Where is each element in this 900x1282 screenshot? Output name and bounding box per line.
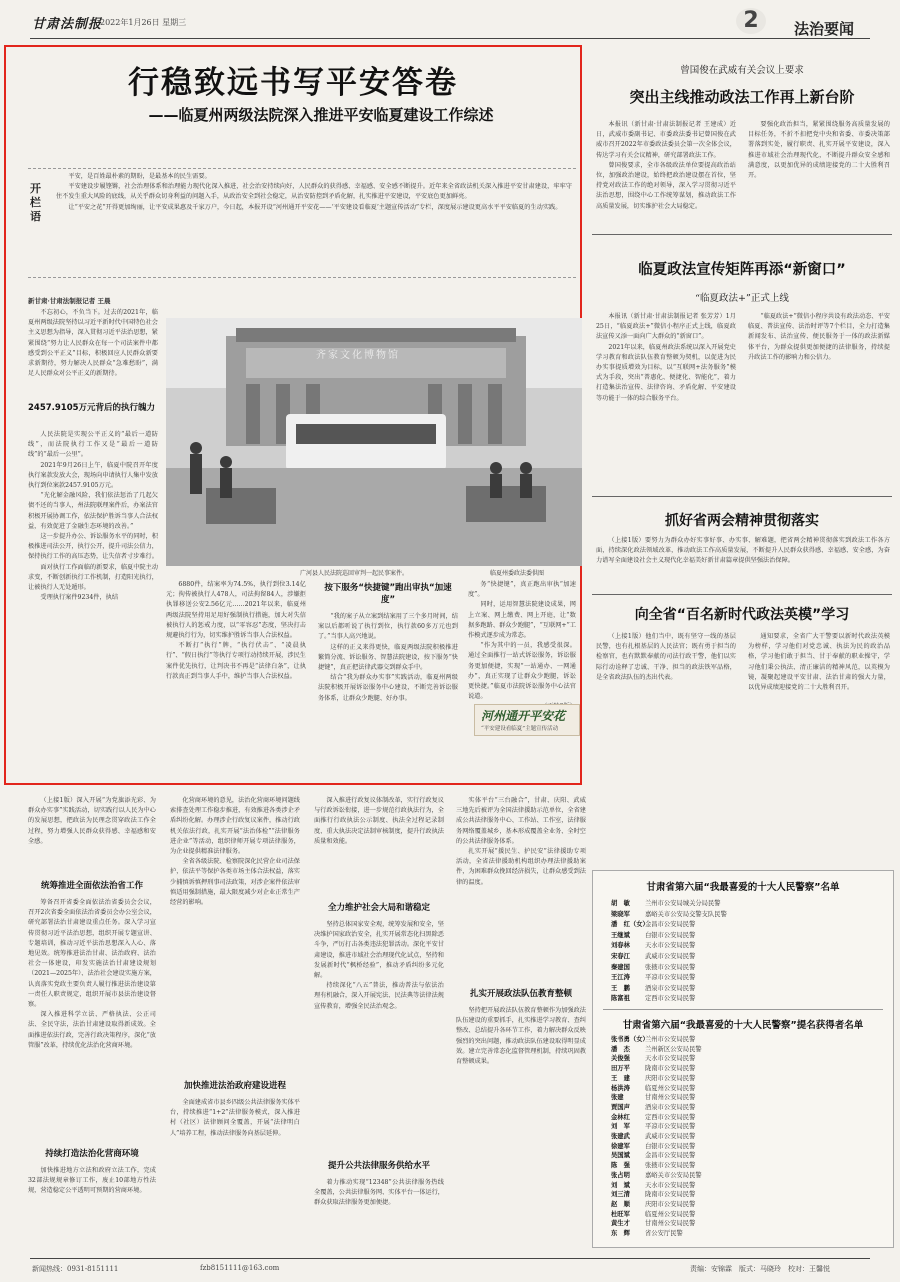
bottom-col1-heading-2: 持续打造法治化营商环境 <box>45 1149 139 1159</box>
body-paragraph: 人民法院是实现公平正义的“最后一道防线”，而法院执行工作又是“最后一道防线”的“最后一公里”。 <box>28 431 158 459</box>
list-item <box>611 994 881 1005</box>
nominee-unit: 张掖市公安局民警 <box>645 1162 696 1170</box>
list-item <box>611 1161 881 1171</box>
banner-subtitle: “平安建设看临夏”主题宣传活动 <box>481 726 559 732</box>
column-intro-text <box>56 172 572 272</box>
nominee-name: 黄生才 <box>611 1220 630 1228</box>
nominee-list-title: 甘肃省第六届“我最喜爱的十大人民警察”提名获得者名单 <box>622 1020 864 1031</box>
page-header <box>0 0 900 40</box>
bottom-col3-body <box>314 920 444 1152</box>
awardee-name: 宋春江 <box>611 952 630 960</box>
nominee-unit: 甘南州公安局民警 <box>645 1094 696 1102</box>
nominee-name: 刘 斌 <box>611 1181 630 1189</box>
nominee-name: 张书勇（女） <box>611 1036 649 1043</box>
nominee-unit: 嘉峪关市公安局民警 <box>645 1171 702 1179</box>
list-item <box>611 1219 881 1229</box>
award-list <box>611 899 881 1005</box>
lead-photo <box>166 318 582 566</box>
museum-sign: 齐家文化博物馆 <box>316 350 400 361</box>
awardee-unit: 白银市公安局民警 <box>645 931 696 939</box>
nominee-unit: 临夏州公安局民警 <box>645 1084 696 1092</box>
nominee-unit: 兰州市公安局民警 <box>645 1036 696 1043</box>
body-paragraph: 持续深化“八五”普法，推动普法与依法治理有机融合，深入开展宪法、民法典等法律法规宣传教育，增强全民法治观念。 <box>314 982 444 1010</box>
awardee-unit: 嘉峪关市公安局交警支队民警 <box>645 910 727 918</box>
body-paragraph: 本报讯（新甘肃·甘肃法制报记者 张芳芳）1月25日，“临夏政法+”微信小程序正式上线，临夏政法宣传又添一面向广大群众的“新窗口”。 <box>596 313 736 341</box>
list-item <box>611 1151 881 1161</box>
bottom-col1-top <box>28 796 156 876</box>
body-paragraph: （上接1版）要努力为群众办好实事好事、办实事、解难题，把省两会精神贯彻落实到政法工作各方面，持续深化政法领域改革，推动政法工作高质量发展，不断提升人民群众获得感、幸福感、安全感，为奋力谱写全面建设社会主义现代化幸福美好新甘肃篇章提供坚强法治保障。 <box>596 537 890 565</box>
list-item <box>611 1113 881 1123</box>
body-paragraph: 坚持总体国家安全观，统筹发展和安全，坚决维护国家政治安全，扎实开展常态化扫黑除恶斗争，严厉打击各类违法犯罪活动。深化平安甘肃建设，推进市域社会治理现代化试点，坚持和发展新时代“枫桥经验”，推动矛盾纠纷多元化解。 <box>314 921 444 980</box>
awardee-name: 刘春林 <box>611 942 630 950</box>
body-paragraph: 6880件，结案率为74.5%，执行到位3.14亿元；拘传被执行人478人，司法拘留84人，涉嫌拒执罪移送公安2.56亿元……2021年以来，临夏州两级法院坚持用足用好强制执行措施，加大对失信被执行人的惩戒力度，以“零容忍”态度，坚决打击规避执行行为，切实维护胜诉当事人合法权益。 <box>166 581 306 640</box>
body-paragraph: 2021年9月26日上午，临夏中院召开年度执行案款发放大会，现场向申请执行人集中发放执行到位案款2457.9105万元。 <box>28 461 158 490</box>
photo-credit: 临夏州委政法委供图 <box>490 570 545 577</box>
body-paragraph: 面对执行工作面临的新要求，临夏中院主动求变，不断创新执行工作机制，打造阳光执行，让被执行人无处遁形。 <box>28 563 158 592</box>
lead-title: 行稳致远书写平安答卷 <box>128 65 458 101</box>
nominee-name: 贾国声 <box>611 1103 630 1111</box>
article1-kicker: 曾国俊在武威有关会议上要求 <box>680 65 804 76</box>
body-paragraph: 全面建成省市县乡四级公共法律服务实体平台，持续推进“1+2”法律服务模式，深入推进村（社区）法律顾问全覆盖，开展“法律明白人”培养工程，推动法律服务向基层延伸。 <box>170 1099 300 1137</box>
divider <box>592 496 892 497</box>
nominee-name: 张占明 <box>611 1171 630 1179</box>
list-item <box>611 1132 881 1142</box>
article1-col1 <box>596 120 736 230</box>
police-award-box <box>592 870 894 1248</box>
column-banner <box>474 704 580 736</box>
body-paragraph: 受理执行案件9234件，执结 <box>40 594 119 602</box>
body-paragraph: 曾国俊要求，全市各级政法单位要提高政治站位，加强政治建设，始终把政治建设摆在首位，坚持党对政法工作的绝对领导，深入学习贯彻习近平法治思想，围绕中心工作统筹谋划，推动政法工作高质量发展，切实维护社会大局稳定。 <box>596 161 736 210</box>
awardee-unit: 张掖市公安局民警 <box>645 963 696 971</box>
body-paragraph: （上接1版）深入开展“为党旗添光彩、为群众办实事”实践活动，切实践行以人民为中心的发展思想，把政法为民理念贯穿政法工作全过程，努力增强人民群众获得感、幸福感和安全感。 <box>28 797 156 845</box>
list-item <box>611 1171 881 1181</box>
awardee-name: 潘 红（女） <box>611 921 649 929</box>
lead-col3-heading: 按下服务“快捷键”跑出审执“加速度” <box>324 583 452 605</box>
list-item <box>611 1181 881 1191</box>
article2-col1 <box>596 312 736 492</box>
nominee-unit: 庆阳市公安局民警 <box>645 1074 696 1082</box>
body-paragraph: （上接1版）他们当中，既有坚守一线的基层民警，也有扎根基层的人民法官；既有勇于担当的检察官，也有默默奉献的司法行政干警，他们以实际行动诠释了忠诚、干净、担当的政法铁军品格，是全省政法队伍的杰出代表。 <box>596 633 736 681</box>
nominee-unit: 金昌市公安局民警 <box>645 1152 696 1160</box>
list-item <box>611 1200 881 1210</box>
article3-body <box>596 536 890 590</box>
lead-col1-top <box>28 308 158 398</box>
nominee-unit: 武威市公安局民警 <box>645 1133 696 1141</box>
bottom-col2-heading: 加快推进法治政府建设进程 <box>183 1081 286 1091</box>
awardee-unit: 金昌市公安局民警 <box>645 921 696 929</box>
body-paragraph: 2021年以来，临夏州政法系统以深入开展党史学习教育和政法队伍教育整顿为契机，以促进为民办实事提质增效为目标，以“互联网+法务服务”模式为手段，突出“普惠化、便捷化、智能化”，着力打造集法治宣传、法律咨询、矛盾化解、平安建设等功能于一体的综合服务平台。 <box>596 343 736 402</box>
page-number: 2 <box>736 8 766 34</box>
awardee-name: 秦建国 <box>611 963 630 971</box>
list-item <box>611 931 881 942</box>
awardee-name: 王 鹏 <box>611 984 630 992</box>
lead-col4-body <box>468 580 576 700</box>
intro-paragraph: 平安，是百姓最朴素的期盼，是最基本的民生需要。 <box>68 173 211 180</box>
masthead-name: 甘肃法制报 <box>32 17 103 32</box>
awardee-name: 陈富祖 <box>611 995 630 1003</box>
nominee-name: 吴国斌 <box>611 1152 630 1160</box>
awardee-name: 胡 敏 <box>611 900 630 907</box>
article2-col2 <box>748 312 890 492</box>
nominee-unit: 天水市公安局民警 <box>645 1181 696 1189</box>
byline: 新甘肃·甘肃法制报记者 王晨 <box>28 297 111 305</box>
body-paragraph: 同时，运用智慧法院建设成果，网上立案、网上缴费、网上开庭，让“数据多跑路、群众少跑腿”，“互联网+”工作模式逐步成为常态。 <box>468 601 576 640</box>
page-footer <box>0 1258 900 1282</box>
nominee-unit: 临夏州公安局民警 <box>645 1210 696 1218</box>
body-paragraph: 要强化政治担当，紧紧围绕服务高质量发展的目标任务，不折不扣把党中央和省委、市委决策部署落到实处，履行职责、扎实开展平安建设，深入推进市域社会治理现代化，不断提升群众安全感和满意度，以更加优异的成绩迎接党的二十大胜利召开。 <box>748 121 890 180</box>
nominee-name: 王 建 <box>611 1074 630 1082</box>
issue-date: 2022年1月26日 星期三 <box>100 18 187 27</box>
nominee-name: 赵 顺 <box>611 1200 630 1208</box>
body-paragraph: “作为其中的一员，我感受很深。通过全面推行一站式诉讼服务，诉讼服务更加便捷，实现“一站通办、一网通办”，真正实现了让群众少跑腿，诉讼更快捷。”临夏市法院诉讼服务中心法官说道。 <box>468 642 576 701</box>
lead-subtitle: ——临夏州两级法院深入推进平安临夏建设工作综述 <box>148 106 494 124</box>
nominee-name: 关俊强 <box>611 1055 630 1063</box>
nominee-name: 张建 <box>611 1094 624 1102</box>
photo-caption: 广河县人民法院巡回审判一起民事案件。 <box>300 570 409 577</box>
bottom-col1-heading: 统筹推进全面依法治省工作 <box>40 881 143 891</box>
awardee-unit: 兰州市公安局城关分局民警 <box>645 900 721 907</box>
nominee-unit: 陇南市公安局民警 <box>645 1191 696 1199</box>
article2-subtitle: “临夏政法+”正式上线 <box>695 293 789 304</box>
body-paragraph: 筹备召开省委全面依法治省委员会会议，召开2次省委全面依法治省委员会办公室会议，研究部署法治甘肃建设重点任务。深入学习宣传贯彻习近平法治思想，组织开展专题宣讲、专题培训，推动习近平法治思想深入人心、落地见效。统筹推进法治甘肃、法治政府、法治社会一体建设，印发实施法治甘肃建设规划（2021—2025年）、法治社会建设实施方案，认真落实党政主要负责人履行推进法治建设第一责任人职责规定，组织开展市县法治建设督察。 <box>28 899 156 1009</box>
bottom-col1-body <box>28 898 156 1142</box>
nominee-unit: 平凉市公安局民警 <box>645 1123 696 1131</box>
awardee-unit: 平凉市公安局民警 <box>645 974 696 982</box>
body-paragraph: 实体平台“三台融合”，甘肃、庆阳、武威三地先后被评为全国法律援助示范单位，全省建成公共法律服务中心、工作站、工作室，法律服务网络覆盖城乡，基本形成覆盖全业务、全时空的公共法律服务体系。 <box>456 797 586 845</box>
nominee-name: 杜旺军 <box>611 1210 630 1218</box>
awardee-name: 王江涛 <box>611 974 630 982</box>
body-paragraph: “临夏政法+”微信小程序共设有政法动态、平安临夏、普法宣传、法治时评等7个栏目，全力打造集新闻发布、法治宣传、便民服务于一体的政法新媒体平台，为群众提供更加便捷的法律服务，持续提升政法工作的影响力和公信力。 <box>748 313 890 361</box>
bottom-col2-body-2 <box>170 1098 300 1250</box>
body-paragraph: 深入推进科学立法、严格执法、公正司法、全民守法，法治甘肃建设取得新成效。全面推进依法行政，完善行政决策程序，深化“放管服”改革，持续优化法治化营商环境。 <box>28 1011 156 1049</box>
body-paragraph: 不断打“执行”牌，“执行伏击”、“凌晨执行”、“假日执行”等执行专项行动持续开展，涉民生案件优先执行，让判决书不再是“法律白条”，让执行款真正到当事人手中，维护当事人合法权益。 <box>166 642 306 680</box>
list-item <box>611 899 881 910</box>
nominee-name: 刘 军 <box>611 1123 630 1131</box>
awardee-name: 梁晓军 <box>611 910 630 918</box>
bottom-col1-body-2 <box>28 1166 156 1250</box>
lead-col3-body <box>318 612 458 776</box>
nominee-unit: 甘南州公安局民警 <box>645 1220 696 1228</box>
body-paragraph: “光化解金融风险，我们依法惩治了几起欠债不还的当事人，州法院联理案件后，办案法官积极开展协调工作，依法保护胜诉当事人合法权益，有效促进了金融生态环境的改善。” <box>28 492 158 530</box>
nominee-unit: 天水市公安局民警 <box>645 1055 696 1063</box>
nominee-name: 东 辉 <box>611 1230 630 1238</box>
contact-email: fzb8151111@163.com <box>200 1264 280 1272</box>
list-item <box>611 920 881 931</box>
news-hotline: 新闻热线：0931-8151111 <box>32 1265 119 1273</box>
nominee-name: 潘 杰 <box>611 1045 630 1053</box>
nominee-name: 张建武 <box>611 1133 630 1141</box>
lead-col1-heading: 2457.9105万元背后的执行魄力 <box>28 403 156 413</box>
list-item <box>611 1074 881 1084</box>
body-paragraph: 扎实开展“援民生、护民安”法律援助专项活动，全省法律援助机构组织办理法律援助案件，为困难群众挽回经济损失，让群众感受到法律的温度。 <box>456 848 586 886</box>
divider <box>603 1009 883 1010</box>
bottom-col2-body <box>170 796 300 1074</box>
article1-col2 <box>748 120 890 230</box>
body-paragraph: 这一步提升办公、诉讼服务水平的同时，积极推进司法公开，执行公开，提升司法公信力，保持执行工作的高压态势，让失信者寸步难行。 <box>28 533 158 561</box>
nominee-unit: 陇南市公安局民警 <box>645 1065 696 1073</box>
body-paragraph: “我的案子从立案到结案用了三个多月时间，结案以后都听说了执行到位，执行款60多万元也到了。”当事人高兴地说。 <box>318 613 458 641</box>
awardee-unit: 酒泉市公安局民警 <box>645 984 696 992</box>
column-intro-label: 开栏语 <box>30 182 41 223</box>
bottom-col4-top <box>456 796 586 984</box>
list-item <box>611 1229 881 1239</box>
body-paragraph: 全省各级法院、检察院深化民营企业司法保护，依法平等保护各类市场主体合法权益，落实少捕慎诉慎押刑事司法政策，对涉企案件依法审慎适用强制措施，最大限度减少对企业正常生产经营的影响。 <box>170 858 300 907</box>
lead-col2-body <box>166 580 306 776</box>
bottom-col3-heading-2: 提升公共法律服务供给水平 <box>327 1161 430 1171</box>
body-paragraph: 坚持把开展政法队伍教育整顿作为加强政法队伍建设的重要抓手，扎实推进学习教育、查纠整改、总结提升各环节工作，着力解决群众反映强烈的突出问题，推动政法队伍建设取得明显成效。建立完善常态化监督管理机制，持续巩固教育整顿成果。 <box>456 1007 586 1066</box>
list-item <box>611 973 881 984</box>
banner-title: 河州通开平安花 <box>481 709 566 723</box>
body-paragraph: 不忘初心，不负当下。过去的2021年，临夏州两级法院坚持以习近平新时代中国特色社会主义思想为指导，深入贯彻习近平法治思想，紧紧围绕“努力让人民群众在每一个司法案件中都感受到公平正义”目标，积极回应人民群众新要求新期待，努力解决人民群众“急难愁盼”，满足人民群众对公平正义的新期待。 <box>28 309 158 378</box>
list-item <box>611 1084 881 1094</box>
list-item <box>611 941 881 952</box>
list-item <box>611 984 881 995</box>
list-item <box>611 1142 881 1152</box>
nominee-list <box>611 1015 881 1239</box>
awardee-unit: 定西市公安局民警 <box>645 995 696 1003</box>
editorial-staff: 责编：安锦霖 版式：马晓玲 校对：王馨悦 <box>690 1265 830 1273</box>
awardee-unit: 天水市公安局民警 <box>645 942 696 950</box>
nominee-unit: 酒泉市公安局民警 <box>645 1103 696 1111</box>
body-paragraph: 加快推进地方立法和政府立法工作，完成32部法规规章修订工作，废止10部地方性法规，营造稳定公平透明可预期的营商环境。 <box>28 1167 156 1195</box>
intro-paragraph: 让“平安之花”开得更加绚丽，让平安成果惠及千家万户，今日起，本报开设“河州通开平安花——‘平安建设看临夏’主题宣传活动”专栏，深度展示建设更高水平平安临夏的生动实践。 <box>68 203 562 211</box>
list-item <box>611 1045 881 1055</box>
award-list-title: 甘肃省第六届“我最喜爱的十大人民警察”名单 <box>646 882 840 893</box>
list-item <box>611 1054 881 1064</box>
list-item <box>611 1035 881 1045</box>
nominee-name: 陈 强 <box>611 1162 630 1170</box>
nominee-name: 杨洪涛 <box>611 1084 630 1092</box>
article3-title: 抓好省两会精神贯彻落实 <box>665 513 819 529</box>
nominee-name: 徐建军 <box>611 1142 630 1150</box>
article1-title: 突出主线推动政法工作再上新台阶 <box>629 88 855 106</box>
section-name: 法治要闻 <box>794 20 855 38</box>
bottom-col3-top <box>314 796 444 894</box>
divider <box>592 594 892 595</box>
awardee-unit: 武威市公安局民警 <box>645 952 696 960</box>
footer-rule <box>30 1258 870 1259</box>
list-item <box>611 1122 881 1132</box>
list-item <box>611 910 881 921</box>
bottom-col4-heading: 扎实开展政法队伍教育整顿 <box>469 989 572 999</box>
awardee-name: 王继斌 <box>611 931 630 939</box>
nominee-unit: 定西市公安局民警 <box>645 1113 696 1121</box>
list-item <box>611 1093 881 1103</box>
article4-col1 <box>596 632 736 858</box>
intro-paragraph: 平安建设步履铿锵，社会治理体系和治理能力现代化深入推进，社会治安持续向好，人民群众的获得感、幸福感、安全感不断提升。近年来全省政法机关深入推进平安甘肃建设，牢牢守住不发生重大风险的底线，从关乎群众切身利益的问题入手，从政治安全到社会稳定，从治安防控到矛盾化解，扎实推进平安建设，平安底色更加鲜亮。 <box>56 183 572 201</box>
list-item <box>611 1064 881 1074</box>
nominee-name: 田万平 <box>611 1065 630 1073</box>
body-paragraph: 深入推进行政复议体制改革，实行行政复议与行政诉讼衔接，进一步规范行政执法行为，全面推行行政执法公示制度、执法全过程记录制度、重大执法决定法制审核制度，提升行政执法质量和效能。 <box>314 797 444 845</box>
list-item <box>611 963 881 974</box>
bottom-col3-body-2 <box>314 1178 444 1250</box>
article4-col2 <box>748 632 890 858</box>
nominee-unit: 白银市公安局民警 <box>645 1142 696 1150</box>
body-paragraph: 通知要求，全省广大干警要以新时代政法英模为榜样，学习他们对党忠诚、执法为民的政治品格，学习他们敢于担当、甘于奉献的职业操守，学习他们秉公执法、清正廉洁的精神风范，以英模为镜，凝聚起建设平安甘肃、法治甘肃的强大力量，以优异成绩迎接党的二十大胜利召开。 <box>748 633 890 692</box>
nominee-name: 刘三清 <box>611 1191 630 1199</box>
bottom-col4-body <box>456 1006 586 1250</box>
nominee-unit: 省公安厅民警 <box>645 1230 683 1238</box>
nominee-unit: 兰州新区公安局民警 <box>645 1045 702 1053</box>
list-item <box>611 1190 881 1200</box>
body-paragraph: 着力推动实现“12348”公共法律服务热线全覆盖，公共法律服务网、实体平台一体运行，群众获取法律服务更加便捷。 <box>314 1179 444 1207</box>
divider <box>592 234 892 235</box>
nominee-unit: 庆阳市公安局民警 <box>645 1200 696 1208</box>
bottom-col3-heading: 全力维护社会大局和谐稳定 <box>327 903 430 913</box>
article4-title: 向全省“百名新时代政法英模”学习 <box>634 607 850 623</box>
body-paragraph: 结合“我为群众办实事”实践活动，临夏州两级法院积极开展诉讼服务中心建设，不断完善诉讼服务体系，让群众少跑腿、好办事。 <box>318 674 458 702</box>
body-paragraph: 化营商环境的意见，法治化营商环境问题线索排查处理工作稳步推进，有效推进各类涉企矛盾纠纷化解。办理涉企行政复议案件，推动行政机关依法行政，扎实开展“法治体检”“法律服务进企业”等活动，组织律师开展专项法律服务，为企业提供精准法律服务。 <box>170 797 300 856</box>
body-paragraph: 本报讯（新甘肃·甘肃法制报记者 王建成）近日，武威市委副书记、市委政法委书记曾国俊在武威市召开2022年市委政法委员会第一次全体会议，传达学习有关会议精神，研究部署政法工作。 <box>596 121 736 159</box>
header-rule <box>30 38 870 39</box>
list-item <box>611 952 881 963</box>
lead-col1-body <box>28 430 158 776</box>
article2-title: 临夏政法宣传矩阵再添“新窗口” <box>638 262 846 278</box>
list-item <box>611 1103 881 1113</box>
list-item <box>611 1210 881 1220</box>
body-paragraph: 这样的正义来得更快，临夏两级法院积极推进繁简分流、诉讼服务、智慧法院建设，按下服务“快捷键”，真正把法律武器交到群众手中。 <box>318 643 458 672</box>
body-paragraph: 务“快捷键”，真正跑出审执“加速度”。 <box>468 581 576 599</box>
nominee-name: 金林红 <box>611 1113 630 1121</box>
